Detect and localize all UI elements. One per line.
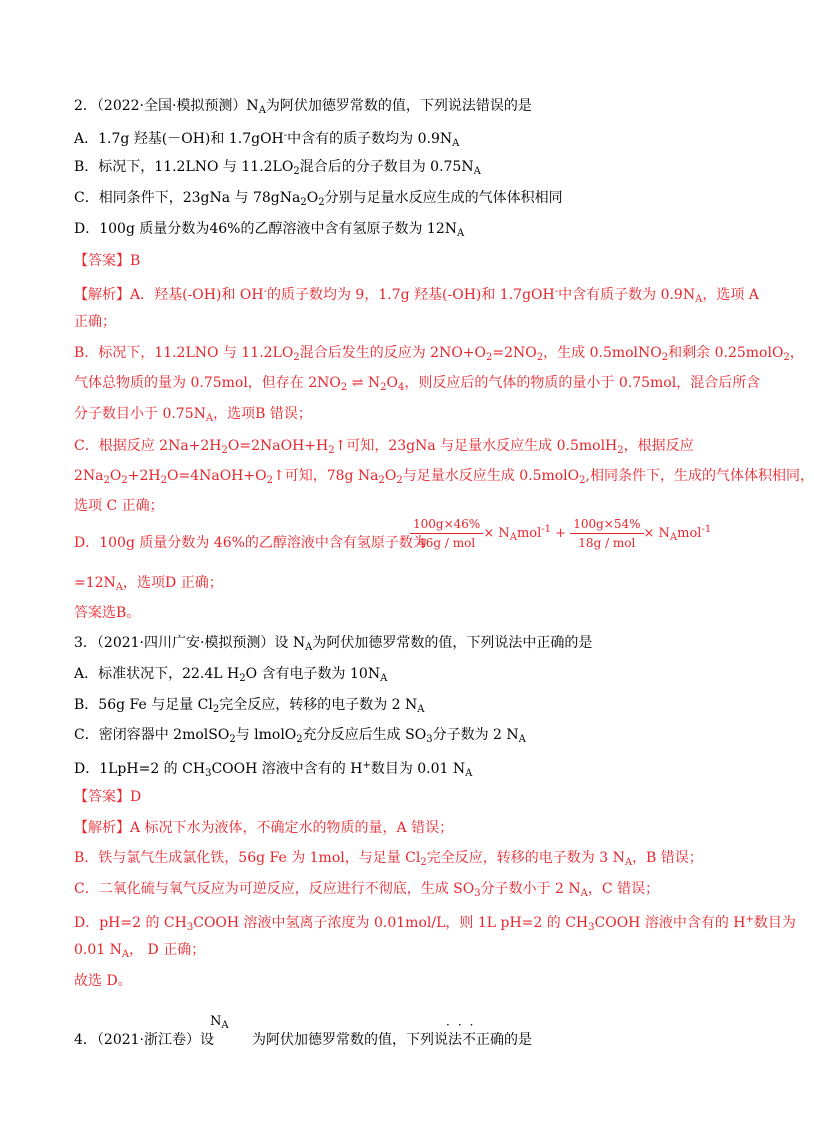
q3-option-d: D．1LpH=2 的 $CH_3COOH$ 溶液中含有的 H+数目为 0.01 $N_A$	[74, 760, 473, 779]
q2-formula: $\frac{100g\times 46\%}{\text{46g / mol}}$ × $N_Amol^{-1}$ + $\frac{100g\times 54\%}{\text{18g / mol}}$ × $N_Amol^{-1}$	[410, 516, 711, 551]
q2-explanation-c-cont1: $2Na_2O_2+2H_2O=4NaOH+O_2↑$可知，78g $Na_2O_2$与足量水反应生成 0.5molO$_2$,相同条件下，生成的气体体积相同，	[74, 468, 814, 486]
q2-explanation-c-cont2: 选项 C 正确；	[74, 498, 164, 514]
q3-answer: 【答案】D	[74, 789, 142, 805]
q3-explanation-c: C．二氧化硫与氧气反应为可逆反应，反应进行不彻底，生成 $SO_3$分子数小于 2 $N_A$，C 错误；	[74, 881, 660, 899]
q2-explanation-b-cont1: 气体总物质的量为 0.75mol，但存在 $2NO_2$ ⇌ $N_2O_4$，则反应后的气体的物质的量小于 0.75mol，混合后所含	[74, 375, 761, 393]
q3-conclusion: 故选 D。	[74, 973, 132, 989]
q2-option-d: D．100g 质量分数为46%的乙醇溶液中含有氢原子数为 $12N_A$	[74, 221, 465, 239]
q2-conclusion: 答案选B。	[74, 605, 141, 621]
q3-explanation-d: D．pH=2 的 $CH_3COOH$ 溶液中氢离子浓度为 0.01mol/L，则 1L pH=2 的 $CH_3COOH$ 溶液中含有的 H+数目为	[74, 914, 796, 933]
q2-explanation-d-cont: $=12N_A$，选项D 正确；	[74, 575, 223, 593]
formula-fraction-1: $\frac{100g\times 46\%}{\text{46g / mol}}$	[410, 516, 483, 551]
q3-explanation-d-cont: 0.01 $N_A$， D 正确；	[74, 942, 206, 960]
formula-fraction-2: $\frac{100g\times 54\%}{\text{18g / mol}}$	[570, 516, 643, 551]
q3-explanation-a: 【解析】A 标况下水为液体，不确定水的物质的量，A 错误；	[74, 820, 454, 836]
q2-explanation-b: B．标况下，11.2LNO 与 $11.2LO_2$混合后发生的反应为 $2NO+O_2=2NO_2$，生成 0.5molNO$_2$和剩余 0.25molO$_2$，	[74, 345, 804, 363]
q2-explanation-c: C．根据反应 $2Na+2H_2O=2NaOH+H_2↑$可知，23gNa 与足量水反应生成 0.5molH$_2$，根据反应	[74, 438, 694, 456]
q2-explanation-a: 【解析】A．羟基(-OH)和 OH-的质子数均为 9，1.7g 羟基(-OH)和 1.7gOH-中含有质子数为 $0.9N_A$，选项 A	[74, 286, 759, 305]
q4-na-symbol: $N_A$	[210, 1014, 229, 1031]
q2-option-b: B．标况下，11.2LNO 与 $11.2LO_2$混合后的分子数目为 $0.75N_A$	[74, 159, 481, 177]
q3-option-b: B．56g Fe 与足量 $Cl_2$完全反应，转移的电子数为 2 $N_A$	[74, 697, 425, 715]
q4-header: 4．（2021·浙江卷）设 为阿伏加德罗常数的值，下列说法不正确的是	[74, 1032, 532, 1048]
q3-explanation-b: B．铁与氯气生成氯化铁，56g Fe 为 1mol，与足量 $Cl_2$完全反应，转移的电子数为 3 $N_A$，B 错误；	[74, 850, 703, 868]
q2-option-a: A．1.7g 羟基(－OH)和 1.7gOH-中含有的质子数均为 $0.9N_A$	[74, 130, 460, 149]
q3-option-a: A．标准状况下，22.4L $H_2O$ 含有电子数为 $10N_A$	[74, 666, 388, 684]
q2-option-c: C．相同条件下，23gNa 与 $78gNa_2O_2$分别与足量水反应生成的气体体积相同	[74, 190, 563, 208]
q2-explanation-d: D．100g 质量分数为 46%的乙醇溶液中含有氢原子数为	[74, 535, 427, 551]
q4-emphasis-dots: ···	[446, 1018, 482, 1032]
q3-option-c: C．密闭容器中 2molSO$_2$与 lmolO$_2$充分反应后生成 $SO_3$分子数为 2 $N_A$	[74, 727, 526, 745]
q2-explanation-b-cont2: 分子数目小于 $0.75N_A$，选项B 错误；	[74, 406, 312, 424]
q3-header: 3．（2021·四川广安·模拟预测）设 $N_A$为阿伏加德罗常数的值，下列说法中正确的是	[74, 635, 593, 653]
q2-header: 2．（2022·全国·模拟预测）$N_A$为阿伏加德罗常数的值，下列说法错误的是	[74, 98, 532, 116]
q2-answer: 【答案】B	[74, 253, 141, 269]
q2-explanation-a-cont: 正确；	[74, 314, 116, 330]
